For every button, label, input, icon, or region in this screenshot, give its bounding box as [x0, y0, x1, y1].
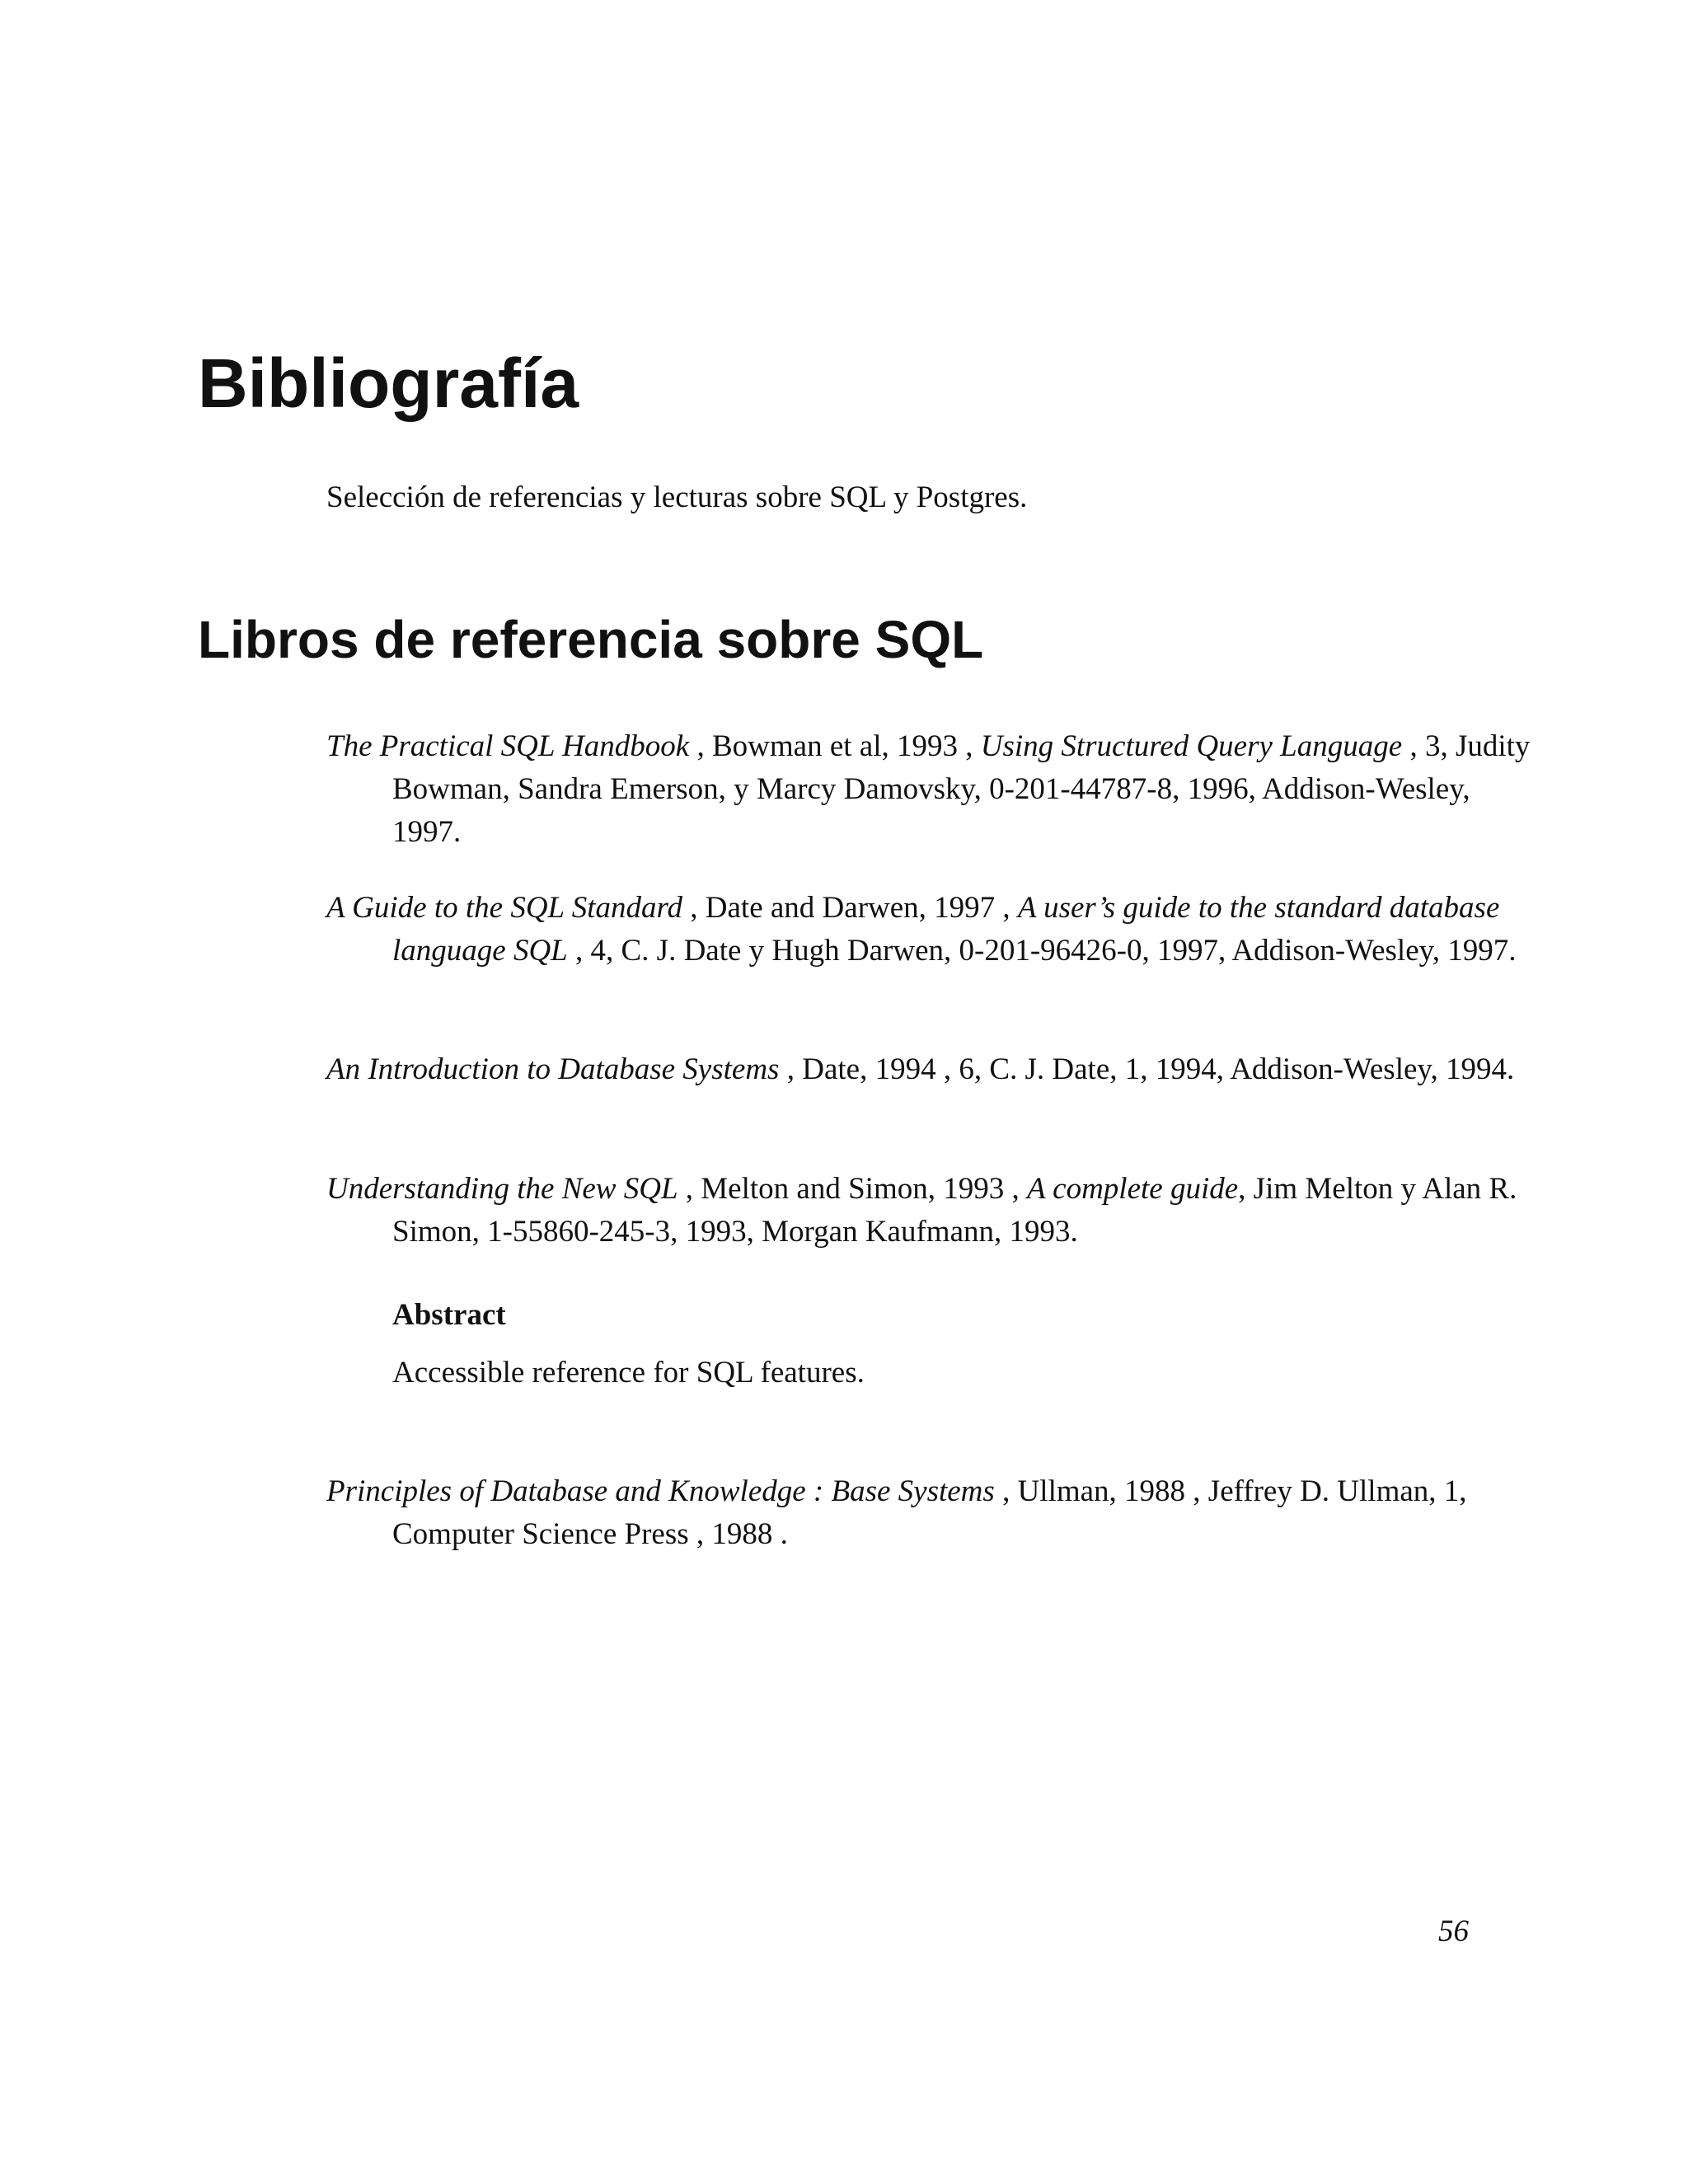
- entry-separator: ,: [994, 1474, 1018, 1508]
- entry-details: , Jim Melton y Alan R. Simon, 1-55860-245-3, 1993, Morgan Kaufmann, 1993.: [392, 1172, 1517, 1249]
- entry-separator: ,: [678, 1172, 701, 1206]
- bibliography-entry-1: [326, 725, 1538, 854]
- entry-details: , 4, C. J. Date y Hugh Darwen, 0-201-96426-0, 1997, Addison-Wesley, 1997.: [567, 934, 1517, 968]
- entry-details: , 6, C. J. Date, 1, 1994, Addison-Wesley, 1994.: [935, 1052, 1515, 1086]
- entry-subtitle: A complete guide: [1026, 1172, 1239, 1206]
- entry-title: A Guide to the SQL Standard: [326, 891, 683, 925]
- entry-separator: ,: [995, 891, 1018, 925]
- entry-separator: ,: [689, 729, 712, 763]
- section-heading: Libros de referencia sobre SQL: [198, 610, 984, 669]
- entry-title: An Introduction to Database Systems: [326, 1052, 780, 1086]
- entry-key: Date, 1994: [802, 1052, 936, 1086]
- page-title: Bibliografía: [198, 344, 579, 422]
- entry-key: Date and Darwen, 1997: [705, 891, 996, 925]
- entry-key: Bowman et al, 1993: [711, 729, 958, 763]
- entry-separator: ,: [682, 891, 706, 925]
- entry-subtitle: A user’s guide to the standard database language SQL: [392, 891, 1500, 968]
- entry-title: The Practical SQL Handbook: [326, 729, 690, 763]
- bibliography-entry-2: [326, 887, 1538, 972]
- bibliography-entry-3: [326, 1048, 1538, 1091]
- abstract-text: Accessible reference for SQL features.: [392, 1356, 865, 1390]
- entry-key: Ullman, 1988: [1017, 1474, 1186, 1508]
- entry-title: Understanding the New SQL: [326, 1172, 678, 1206]
- abstract-heading: Abstract: [392, 1298, 506, 1332]
- entry-details: , Jeffrey D. Ullman, 1, Computer Science Press , 1988 .: [392, 1474, 1467, 1551]
- entry-separator: ,: [1004, 1172, 1027, 1206]
- entry-separator: ,: [779, 1052, 803, 1086]
- entry-key: Melton and Simon, 1993: [701, 1172, 1005, 1206]
- page-number: 56: [1438, 1915, 1469, 1948]
- entry-title: Principles of Database and Knowledge : Base Systems: [326, 1474, 995, 1508]
- entry-subtitle: Using Structured Query Language: [980, 729, 1403, 763]
- intro-paragraph: Selección de referencias y lecturas sobre SQL y Postgres.: [326, 480, 1028, 514]
- entry-details: , 3, Judity Bowman, Sandra Emerson, y Marcy Damovsky, 0-201-44787-8, 1996, Addison-Wesley, 1997.: [392, 729, 1531, 849]
- entry-separator: ,: [957, 729, 981, 763]
- bibliography-entry-5: [326, 1470, 1538, 1556]
- bibliography-entry-4: [326, 1168, 1538, 1254]
